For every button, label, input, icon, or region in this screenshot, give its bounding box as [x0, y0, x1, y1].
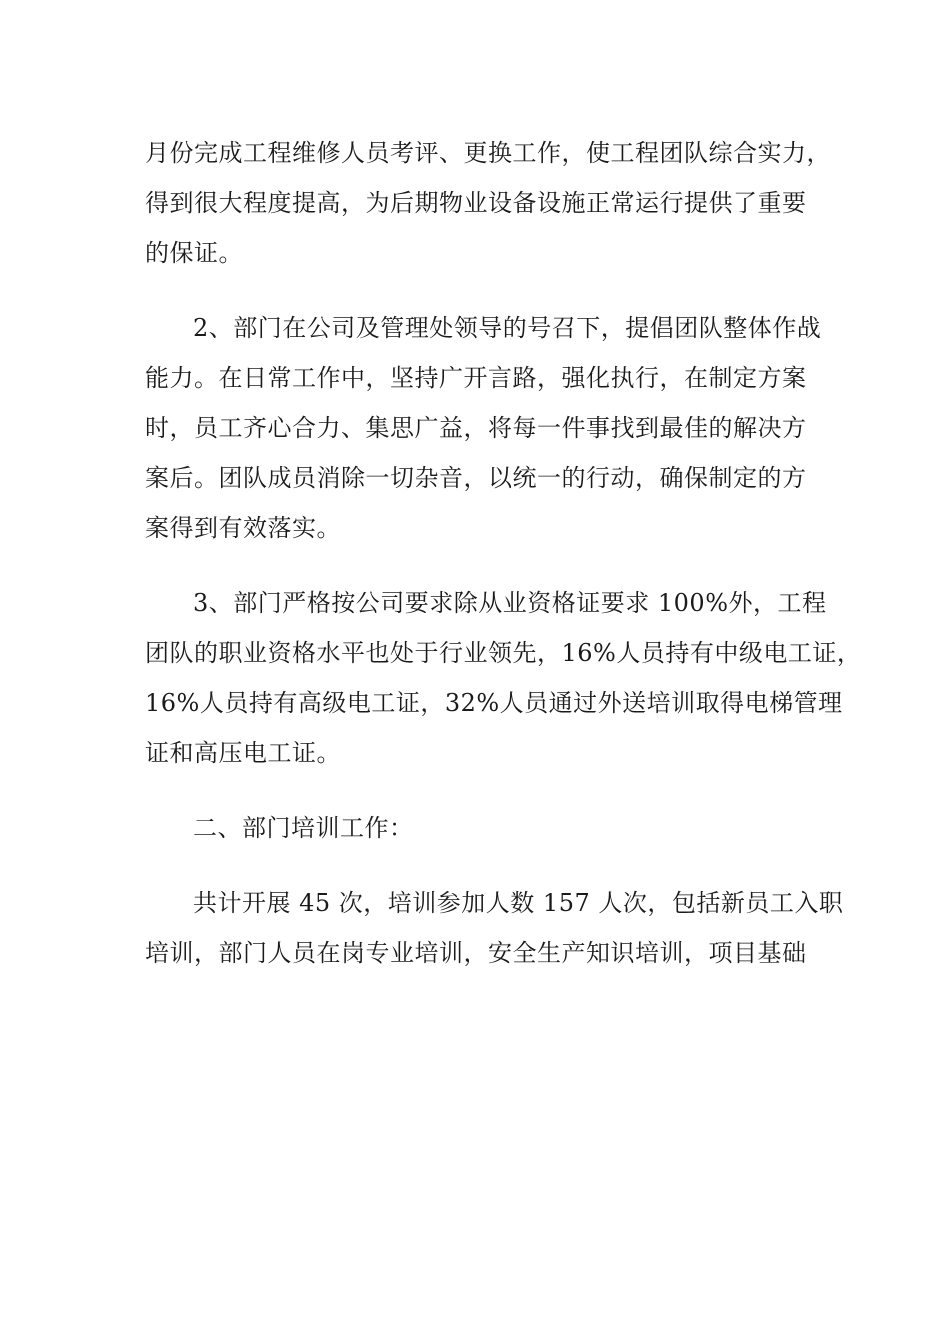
text-line: 3、部门严格按公司要求除从业资格证要求 100%外，工程 [193, 589, 827, 617]
text-line: 共计开展 45 次，培训参加人数 157 人次，包括新员工入职 [193, 889, 844, 917]
text-line: 能力。在日常工作中，坚持广开言路，强化执行，在制定方案 [145, 364, 807, 392]
text-line: 16%人员持有高级电工证，32%人员通过外送培训取得电梯管理 [145, 689, 843, 717]
text-line: 时，员工齐心合力、集思广益，将每一件事找到最佳的解决方 [145, 414, 807, 442]
text-line: 团队的职业资格水平也处于行业领先，16%人员持有中级电工证， [145, 639, 862, 667]
text-line: 月份完成工程维修人员考评、更换工作，使工程团队综合实力， [145, 139, 831, 167]
text-line: 案后。团队成员消除一切杂音，以统一的行动，确保制定的方 [145, 464, 807, 492]
text-line: 培训，部门人员在岗专业培训，安全生产知识培训，项目基础 [145, 939, 807, 967]
section-heading-training [145, 803, 835, 853]
text-line: 案得到有效落实。 [145, 514, 341, 542]
document-body [145, 128, 862, 1003]
text-line: 证和高压电工证。 [145, 739, 341, 767]
section-heading-text: 二、部门培训工作： [193, 814, 414, 842]
text-line: 的保证。 [145, 239, 243, 267]
paragraph-item-3 [145, 578, 862, 778]
paragraph-training-summary [145, 878, 844, 978]
text-line: 2、部门在公司及管理处领导的号召下，提倡团队整体作战 [193, 314, 822, 342]
paragraph-continuation [145, 128, 835, 278]
paragraph-item-2 [145, 303, 835, 553]
text-line: 得到很大程度提高，为后期物业设备设施正常运行提供了重要 [145, 189, 807, 217]
